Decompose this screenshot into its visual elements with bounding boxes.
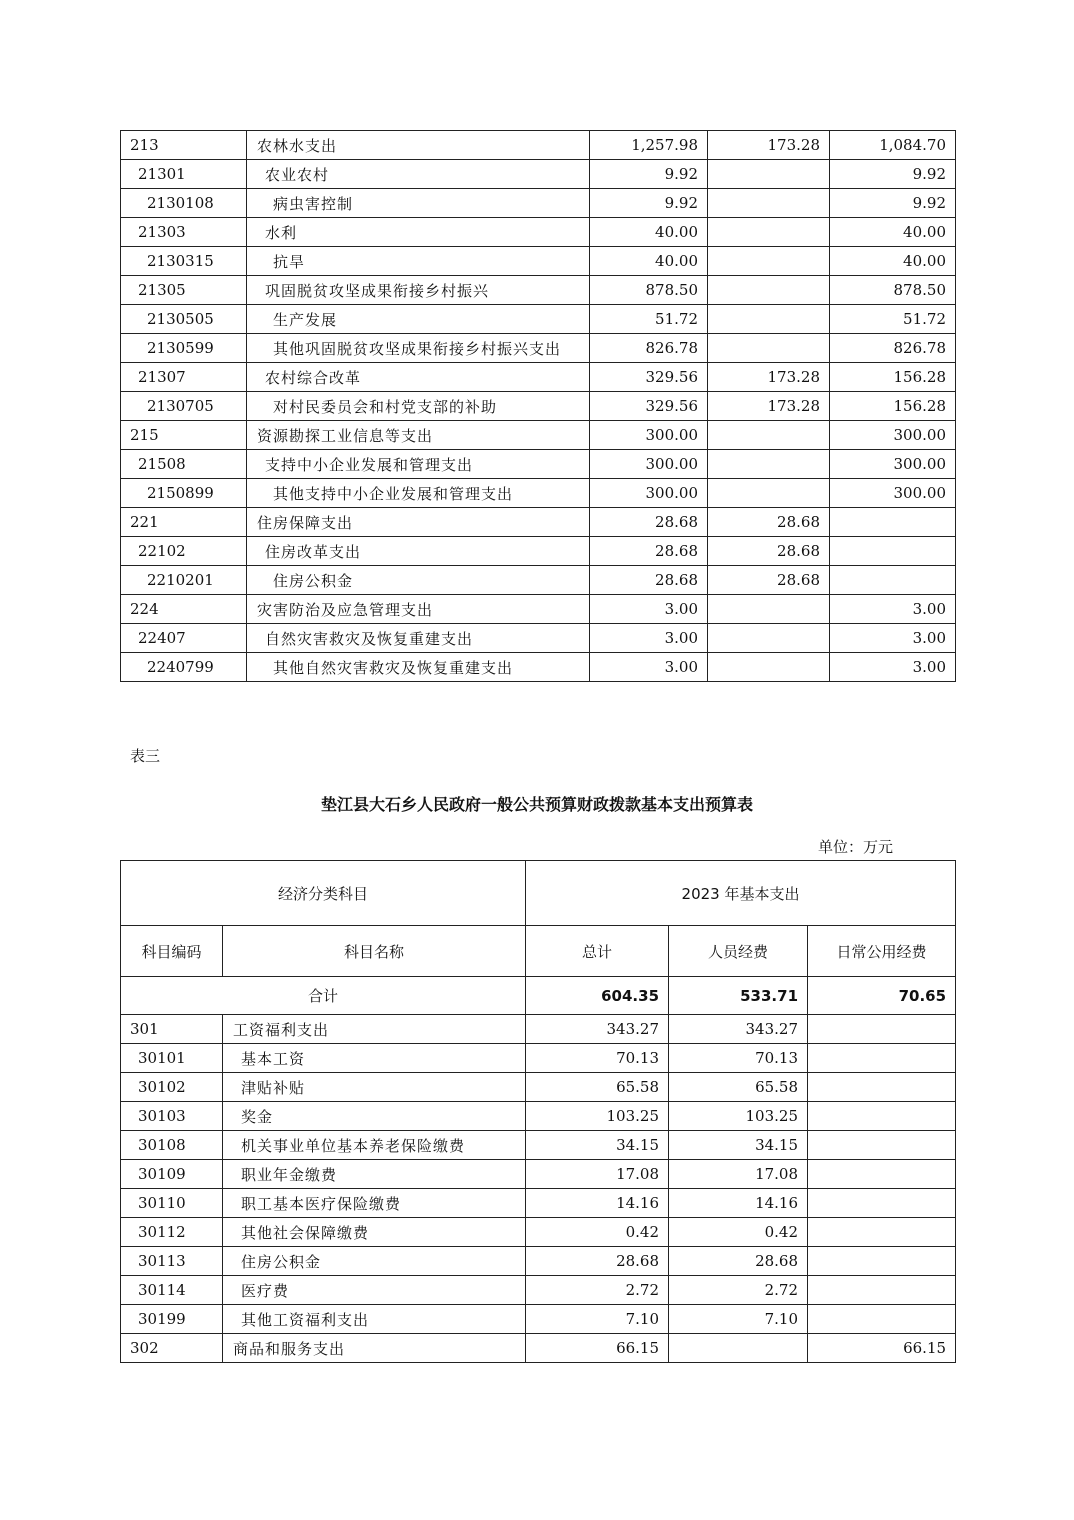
value-project: 156.28 xyxy=(830,392,956,421)
value-basic xyxy=(708,450,830,479)
value-basic xyxy=(708,247,830,276)
value-public xyxy=(808,1102,956,1131)
table-row xyxy=(121,334,956,363)
subject-name: 支持中小企业发展和管理支出 xyxy=(247,450,590,479)
subject-name: 基本工资 xyxy=(223,1044,526,1073)
table-row xyxy=(121,1073,956,1102)
subject-code: 2240799 xyxy=(121,653,247,682)
value-total: 300.00 xyxy=(590,421,708,450)
subject-code: 301 xyxy=(121,1015,223,1044)
value-basic: 28.68 xyxy=(708,566,830,595)
subject-name: 住房公积金 xyxy=(223,1247,526,1276)
header-economic-classification: 经济分类科目 xyxy=(121,861,526,926)
table-row xyxy=(121,508,956,537)
subject-code: 22407 xyxy=(121,624,247,653)
subject-code: 21303 xyxy=(121,218,247,247)
value-basic xyxy=(708,595,830,624)
value-total: 0.42 xyxy=(526,1218,669,1247)
subject-code: 30199 xyxy=(121,1305,223,1334)
basic-expenditure-table xyxy=(120,860,956,1363)
header-basic-expenditure-2023: 2023 年基本支出 xyxy=(526,861,956,926)
table-row xyxy=(121,1160,956,1189)
subject-name: 津贴补贴 xyxy=(223,1073,526,1102)
value-total: 51.72 xyxy=(590,305,708,334)
value-personnel: 17.08 xyxy=(669,1160,808,1189)
value-basic xyxy=(708,624,830,653)
subject-code: 21508 xyxy=(121,450,247,479)
table-row xyxy=(121,1305,956,1334)
value-total: 34.15 xyxy=(526,1131,669,1160)
table-row xyxy=(121,1131,956,1160)
total-row xyxy=(121,977,956,1015)
value-project: 51.72 xyxy=(830,305,956,334)
value-public: 66.15 xyxy=(808,1334,956,1363)
value-total: 300.00 xyxy=(590,479,708,508)
subject-code: 2210201 xyxy=(121,566,247,595)
table-row xyxy=(121,537,956,566)
value-public xyxy=(808,1160,956,1189)
subject-code: 215 xyxy=(121,421,247,450)
table-row xyxy=(121,624,956,653)
table-row xyxy=(121,1334,956,1363)
value-total: 9.92 xyxy=(590,189,708,218)
value-personnel: 34.15 xyxy=(669,1131,808,1160)
table-row xyxy=(121,1044,956,1073)
value-personnel: 65.58 xyxy=(669,1073,808,1102)
value-total: 9.92 xyxy=(590,160,708,189)
table-row xyxy=(121,305,956,334)
table-row xyxy=(121,1247,956,1276)
table-row xyxy=(121,189,956,218)
value-project: 40.00 xyxy=(830,218,956,247)
value-total: 17.08 xyxy=(526,1160,669,1189)
subject-code: 2150899 xyxy=(121,479,247,508)
table3-body xyxy=(121,1015,956,1363)
value-project: 3.00 xyxy=(830,595,956,624)
subject-name: 巩固脱贫攻坚成果衔接乡村振兴 xyxy=(247,276,590,305)
value-project: 1,084.70 xyxy=(830,131,956,160)
subject-code: 2130505 xyxy=(121,305,247,334)
subject-name: 住房改革支出 xyxy=(247,537,590,566)
subject-code: 30103 xyxy=(121,1102,223,1131)
subject-name: 灾害防治及应急管理支出 xyxy=(247,595,590,624)
value-basic xyxy=(708,421,830,450)
value-total: 2.72 xyxy=(526,1276,669,1305)
subject-name: 农林水支出 xyxy=(247,131,590,160)
table-row xyxy=(121,1189,956,1218)
value-total: 103.25 xyxy=(526,1102,669,1131)
subject-code: 30102 xyxy=(121,1073,223,1102)
subject-name: 医疗费 xyxy=(223,1276,526,1305)
table-row xyxy=(121,131,956,160)
value-basic xyxy=(708,653,830,682)
value-personnel: 7.10 xyxy=(669,1305,808,1334)
value-project xyxy=(830,508,956,537)
table-label: 表三 xyxy=(130,747,161,765)
table-row xyxy=(121,1276,956,1305)
value-basic xyxy=(708,305,830,334)
value-personnel: 343.27 xyxy=(669,1015,808,1044)
value-total: 826.78 xyxy=(590,334,708,363)
header-total: 总计 xyxy=(526,926,669,977)
value-project: 3.00 xyxy=(830,624,956,653)
total-sum: 604.35 xyxy=(526,977,669,1015)
total-public: 70.65 xyxy=(808,977,956,1015)
subject-name: 住房公积金 xyxy=(247,566,590,595)
subject-name: 农村综合改革 xyxy=(247,363,590,392)
value-basic: 173.28 xyxy=(708,363,830,392)
value-total: 3.00 xyxy=(590,653,708,682)
value-total: 28.68 xyxy=(590,566,708,595)
value-basic xyxy=(708,218,830,247)
value-total: 1,257.98 xyxy=(590,131,708,160)
subject-code: 221 xyxy=(121,508,247,537)
subject-code: 2130315 xyxy=(121,247,247,276)
subject-code: 302 xyxy=(121,1334,223,1363)
value-basic xyxy=(708,160,830,189)
value-public xyxy=(808,1015,956,1044)
table-row xyxy=(121,595,956,624)
table-row xyxy=(121,479,956,508)
value-total: 40.00 xyxy=(590,247,708,276)
value-total: 66.15 xyxy=(526,1334,669,1363)
subject-code: 30113 xyxy=(121,1247,223,1276)
subject-code: 21301 xyxy=(121,160,247,189)
subject-name: 抗旱 xyxy=(247,247,590,276)
value-personnel: 70.13 xyxy=(669,1044,808,1073)
subject-code: 22102 xyxy=(121,537,247,566)
table-row xyxy=(121,247,956,276)
unit-label: 单位：万元 xyxy=(818,838,894,856)
value-total: 3.00 xyxy=(590,624,708,653)
value-basic xyxy=(708,276,830,305)
subject-name: 资源勘探工业信息等支出 xyxy=(247,421,590,450)
table1-body xyxy=(121,131,956,682)
subject-name: 其他自然灾害救灾及恢复重建支出 xyxy=(247,653,590,682)
subject-name: 职业年金缴费 xyxy=(223,1160,526,1189)
subject-code: 30114 xyxy=(121,1276,223,1305)
value-personnel: 2.72 xyxy=(669,1276,808,1305)
value-total: 65.58 xyxy=(526,1073,669,1102)
value-public xyxy=(808,1247,956,1276)
subject-code: 30101 xyxy=(121,1044,223,1073)
value-public xyxy=(808,1189,956,1218)
table-row xyxy=(121,392,956,421)
value-total: 878.50 xyxy=(590,276,708,305)
table-row xyxy=(121,566,956,595)
subject-name: 职工基本医疗保险缴费 xyxy=(223,1189,526,1218)
header-public-expense: 日常公用经费 xyxy=(808,926,956,977)
value-total: 70.13 xyxy=(526,1044,669,1073)
table-title: 垫江县大石乡人民政府一般公共预算财政拨款基本支出预算表 xyxy=(320,795,753,814)
subject-code: 30110 xyxy=(121,1189,223,1218)
value-total: 28.68 xyxy=(590,508,708,537)
value-project: 878.50 xyxy=(830,276,956,305)
table-row xyxy=(121,1015,956,1044)
value-public xyxy=(808,1073,956,1102)
value-public xyxy=(808,1276,956,1305)
value-public xyxy=(808,1305,956,1334)
subject-name: 奖金 xyxy=(223,1102,526,1131)
subject-name: 农业农村 xyxy=(247,160,590,189)
subject-code: 2130108 xyxy=(121,189,247,218)
value-basic: 28.68 xyxy=(708,537,830,566)
value-total: 28.68 xyxy=(590,537,708,566)
subject-code: 2130705 xyxy=(121,392,247,421)
value-basic xyxy=(708,334,830,363)
value-public xyxy=(808,1218,956,1247)
subject-code: 30109 xyxy=(121,1160,223,1189)
table-row xyxy=(121,1218,956,1247)
value-project xyxy=(830,566,956,595)
value-total: 7.10 xyxy=(526,1305,669,1334)
header-column-row xyxy=(121,926,956,977)
value-total: 28.68 xyxy=(526,1247,669,1276)
value-total: 329.56 xyxy=(590,363,708,392)
value-total: 329.56 xyxy=(590,392,708,421)
expenditure-table-continued xyxy=(120,130,956,682)
subject-name: 病虫害控制 xyxy=(247,189,590,218)
value-personnel xyxy=(669,1334,808,1363)
table-row xyxy=(121,1102,956,1131)
value-personnel: 0.42 xyxy=(669,1218,808,1247)
subject-name: 机关事业单位基本养老保险缴费 xyxy=(223,1131,526,1160)
subject-name: 工资福利支出 xyxy=(223,1015,526,1044)
value-project: 40.00 xyxy=(830,247,956,276)
subject-name: 商品和服务支出 xyxy=(223,1334,526,1363)
subject-name: 住房保障支出 xyxy=(247,508,590,537)
subject-name: 其他工资福利支出 xyxy=(223,1305,526,1334)
subject-code: 224 xyxy=(121,595,247,624)
subject-code: 30112 xyxy=(121,1218,223,1247)
subject-name: 其他支持中小企业发展和管理支出 xyxy=(247,479,590,508)
value-total: 300.00 xyxy=(590,450,708,479)
value-project: 300.00 xyxy=(830,479,956,508)
subject-code: 21307 xyxy=(121,363,247,392)
value-project: 9.92 xyxy=(830,189,956,218)
value-project: 9.92 xyxy=(830,160,956,189)
subject-name: 生产发展 xyxy=(247,305,590,334)
value-total: 343.27 xyxy=(526,1015,669,1044)
subject-name: 对村民委员会和村党支部的补助 xyxy=(247,392,590,421)
value-basic: 173.28 xyxy=(708,392,830,421)
total-personnel: 533.71 xyxy=(669,977,808,1015)
value-project: 3.00 xyxy=(830,653,956,682)
table-row xyxy=(121,363,956,392)
table-row xyxy=(121,450,956,479)
subject-code: 21305 xyxy=(121,276,247,305)
value-basic xyxy=(708,189,830,218)
value-personnel: 28.68 xyxy=(669,1247,808,1276)
value-project: 300.00 xyxy=(830,450,956,479)
subject-name: 其他巩固脱贫攻坚成果衔接乡村振兴支出 xyxy=(247,334,590,363)
value-total: 40.00 xyxy=(590,218,708,247)
table-row xyxy=(121,160,956,189)
subject-code: 213 xyxy=(121,131,247,160)
table-row xyxy=(121,653,956,682)
value-total: 3.00 xyxy=(590,595,708,624)
subject-name: 水利 xyxy=(247,218,590,247)
value-total: 14.16 xyxy=(526,1189,669,1218)
header-subject-code: 科目编码 xyxy=(121,926,223,977)
subject-code: 30108 xyxy=(121,1131,223,1160)
header-subject-name: 科目名称 xyxy=(223,926,526,977)
header-group-row xyxy=(121,861,956,926)
value-public xyxy=(808,1131,956,1160)
subject-name: 其他社会保障缴费 xyxy=(223,1218,526,1247)
value-project: 300.00 xyxy=(830,421,956,450)
value-personnel: 14.16 xyxy=(669,1189,808,1218)
subject-name: 自然灾害救灾及恢复重建支出 xyxy=(247,624,590,653)
total-label: 合计 xyxy=(121,977,526,1015)
value-project xyxy=(830,537,956,566)
subject-code: 2130599 xyxy=(121,334,247,363)
table-row xyxy=(121,421,956,450)
value-project: 156.28 xyxy=(830,363,956,392)
header-personnel-expense: 人员经费 xyxy=(669,926,808,977)
value-public xyxy=(808,1044,956,1073)
table-row xyxy=(121,276,956,305)
value-basic xyxy=(708,479,830,508)
table-row xyxy=(121,218,956,247)
value-project: 826.78 xyxy=(830,334,956,363)
value-basic: 173.28 xyxy=(708,131,830,160)
value-personnel: 103.25 xyxy=(669,1102,808,1131)
value-basic: 28.68 xyxy=(708,508,830,537)
